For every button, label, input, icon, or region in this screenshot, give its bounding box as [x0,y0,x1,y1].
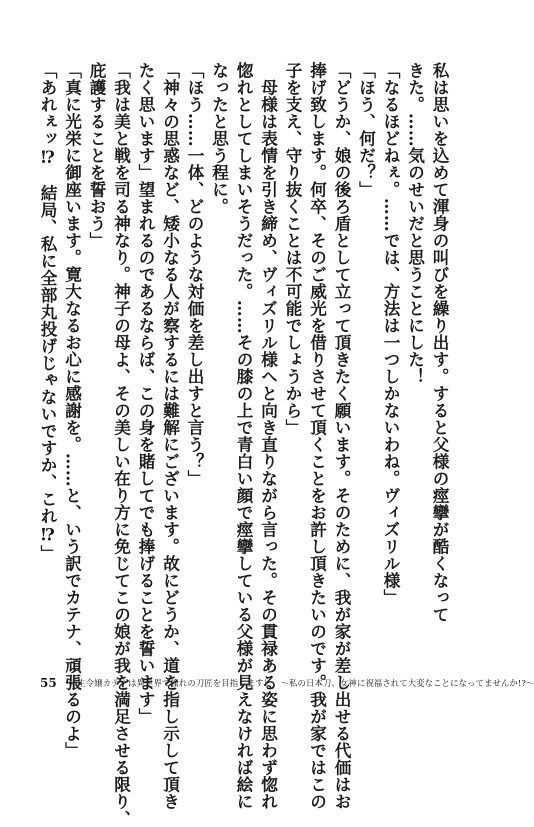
text-line: きた。……気のせいだと思うことにした！ [405,62,426,385]
text-line: 「ほう、何だ？」 [356,62,377,198]
page-footer [40,675,534,691]
text-line: 惚れとしてしまいそうだった。……その膝の上で青白い顔で痙攣している父様が見えなければ絵に [234,62,254,810]
text-line: 「あれぇッ⁉ 結局、私に全部丸投げじゃないですか、これ⁉」 [38,62,58,562]
text-line: 母様は表情を引き締め、ヴィズリル様へと向き直りながら言った。その貫禄ある姿に思わず惚れ [258,62,279,810]
text-line: 「どうか、娘の後ろ盾として立って頂きたく願います。そのために、我が家が差し出せる代価はお [332,62,352,810]
running-title: 転生令嬢カテナは異世界で憧れの刀匠を目指します！ ～私の日本刀、女神に祝福されて大変なことになってませんか!?～ [68,678,534,688]
text-line: 「ほう……一体、どのような対価を差し出すと言う？」 [185,62,205,487]
text-line: 子を支え、守り抜くことは不可能でしょうから」 [283,62,303,436]
text-line: 「真に光栄に御座います。寛大なるお心に感謝を。……と、いう訳でカテナ、頑張るのよ」 [62,62,83,759]
text-line: なったと思う程に。 [209,62,230,215]
text-line: 「神々の思惑など、矮小なる人が察するには難解にございます。故にどうか、道を指し示して頂き [160,62,181,810]
page-number: 55 [40,676,57,690]
text-line: 庇護することを誓おう」 [87,62,107,249]
text-line: 「なるほどねぇ。……では、方法は一つしかないわね。ヴィズリル様」 [381,62,401,606]
text-line: たく思います」望まれるのであるならば、この身を賭してでも捧げることを誓います」 [136,62,156,725]
text-line: 捧げ致します。何卒、そのご威光を借りさせて頂くことをお許し頂きたいのです。我が家ではこの [307,62,328,810]
text-line: 私は思いを込めて渾身の叫びを繰り出す。すると父様の痙攣が酷くなって [430,62,450,623]
text-line: 「我は美と戦を司る神なり。神子の母よ、その美しい在り方に免じてこの娘が我を満足させる限り、 [111,62,132,827]
